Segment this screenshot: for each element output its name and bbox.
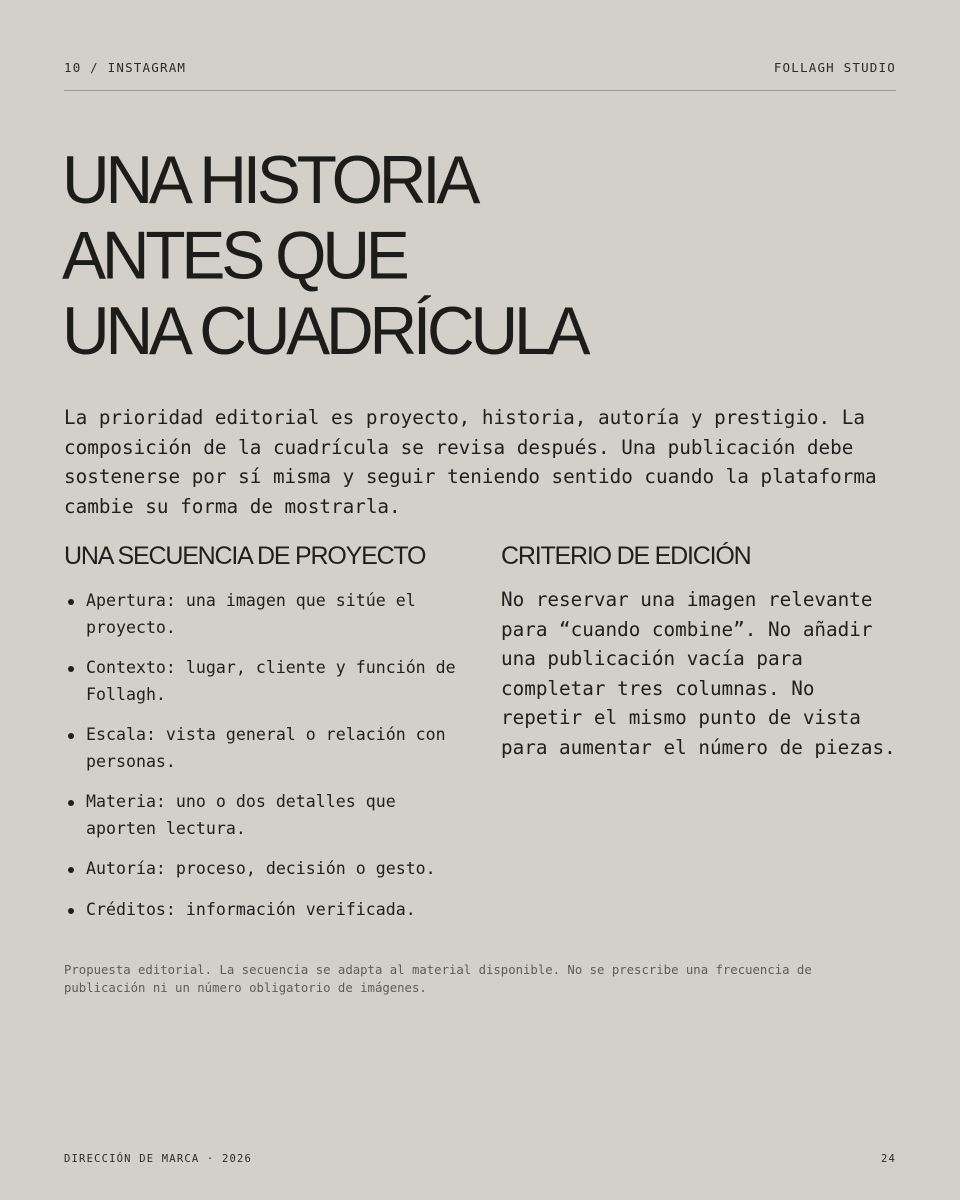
header-divider <box>64 90 896 91</box>
headline-line: UNA CUADRÍCULA <box>62 292 587 369</box>
list-item-text: Autoría: proceso, decisión o gesto. <box>86 859 436 878</box>
headline-line: ANTES QUE <box>62 217 406 293</box>
criteria-column <box>501 540 896 759</box>
brand-label: FOLLAGH STUDIO <box>773 60 896 75</box>
sequence-list <box>64 588 464 937</box>
section-label: 10 / INSTAGRAM <box>64 60 187 75</box>
document-page <box>64 0 896 1200</box>
page-number: 24 <box>880 1153 896 1165</box>
page-header <box>64 60 896 75</box>
list-item-text: Contexto: lugar, cliente y función de Follagh. <box>86 658 456 704</box>
criteria-title: CRITERIO DE EDICIÓN <box>501 542 751 570</box>
list-item <box>64 588 464 641</box>
bullet-icon <box>68 666 74 672</box>
headline-line: UNA HISTORIA <box>62 142 477 218</box>
list-item-text: Apertura: una imagen que sitúe el proyecto. <box>86 591 416 637</box>
criteria-text: No reservar una imagen relevante para “cuando combine”. No añadir una publicación vacía para completar tres columnas. No repetir el mismo punto de vista para aumentar el número de piezas. <box>501 588 896 759</box>
footer-label: DIRECCIÓN DE MARCA · 2026 <box>64 1153 253 1165</box>
list-item <box>64 897 464 924</box>
list-item <box>64 655 464 708</box>
editorial-note: Propuesta editorial. La secuencia se adapta al material disponible. No se prescribe una frecuencia de publicación ni un número obligatorio de imágenes. <box>64 963 812 995</box>
sequence-title: UNA SECUENCIA DE PROYECTO <box>64 542 426 570</box>
list-item-text: Materia: uno o dos detalles que aporten lectura. <box>86 792 396 838</box>
list-item <box>64 722 464 775</box>
bullet-icon <box>68 800 74 806</box>
bullet-icon <box>68 867 74 873</box>
sequence-column <box>64 540 474 919</box>
bullet-icon <box>68 599 74 605</box>
bullet-icon <box>68 733 74 739</box>
list-item-text: Escala: vista general o relación con personas. <box>86 725 446 771</box>
list-item <box>64 856 464 883</box>
page-footer <box>64 1153 896 1165</box>
page-headline <box>62 142 586 368</box>
bullet-icon <box>68 908 74 914</box>
list-item <box>64 789 464 842</box>
list-item-text: Créditos: información verificada. <box>86 899 416 919</box>
intro-paragraph: La prioridad editorial es proyecto, historia, autoría y prestigio. La composición de la cuadrícula se revisa después. Una publicación debe sostenerse por sí misma y seguir teniendo sentido cuando la plataforma cambie su forma de mostrarla. <box>64 406 877 518</box>
